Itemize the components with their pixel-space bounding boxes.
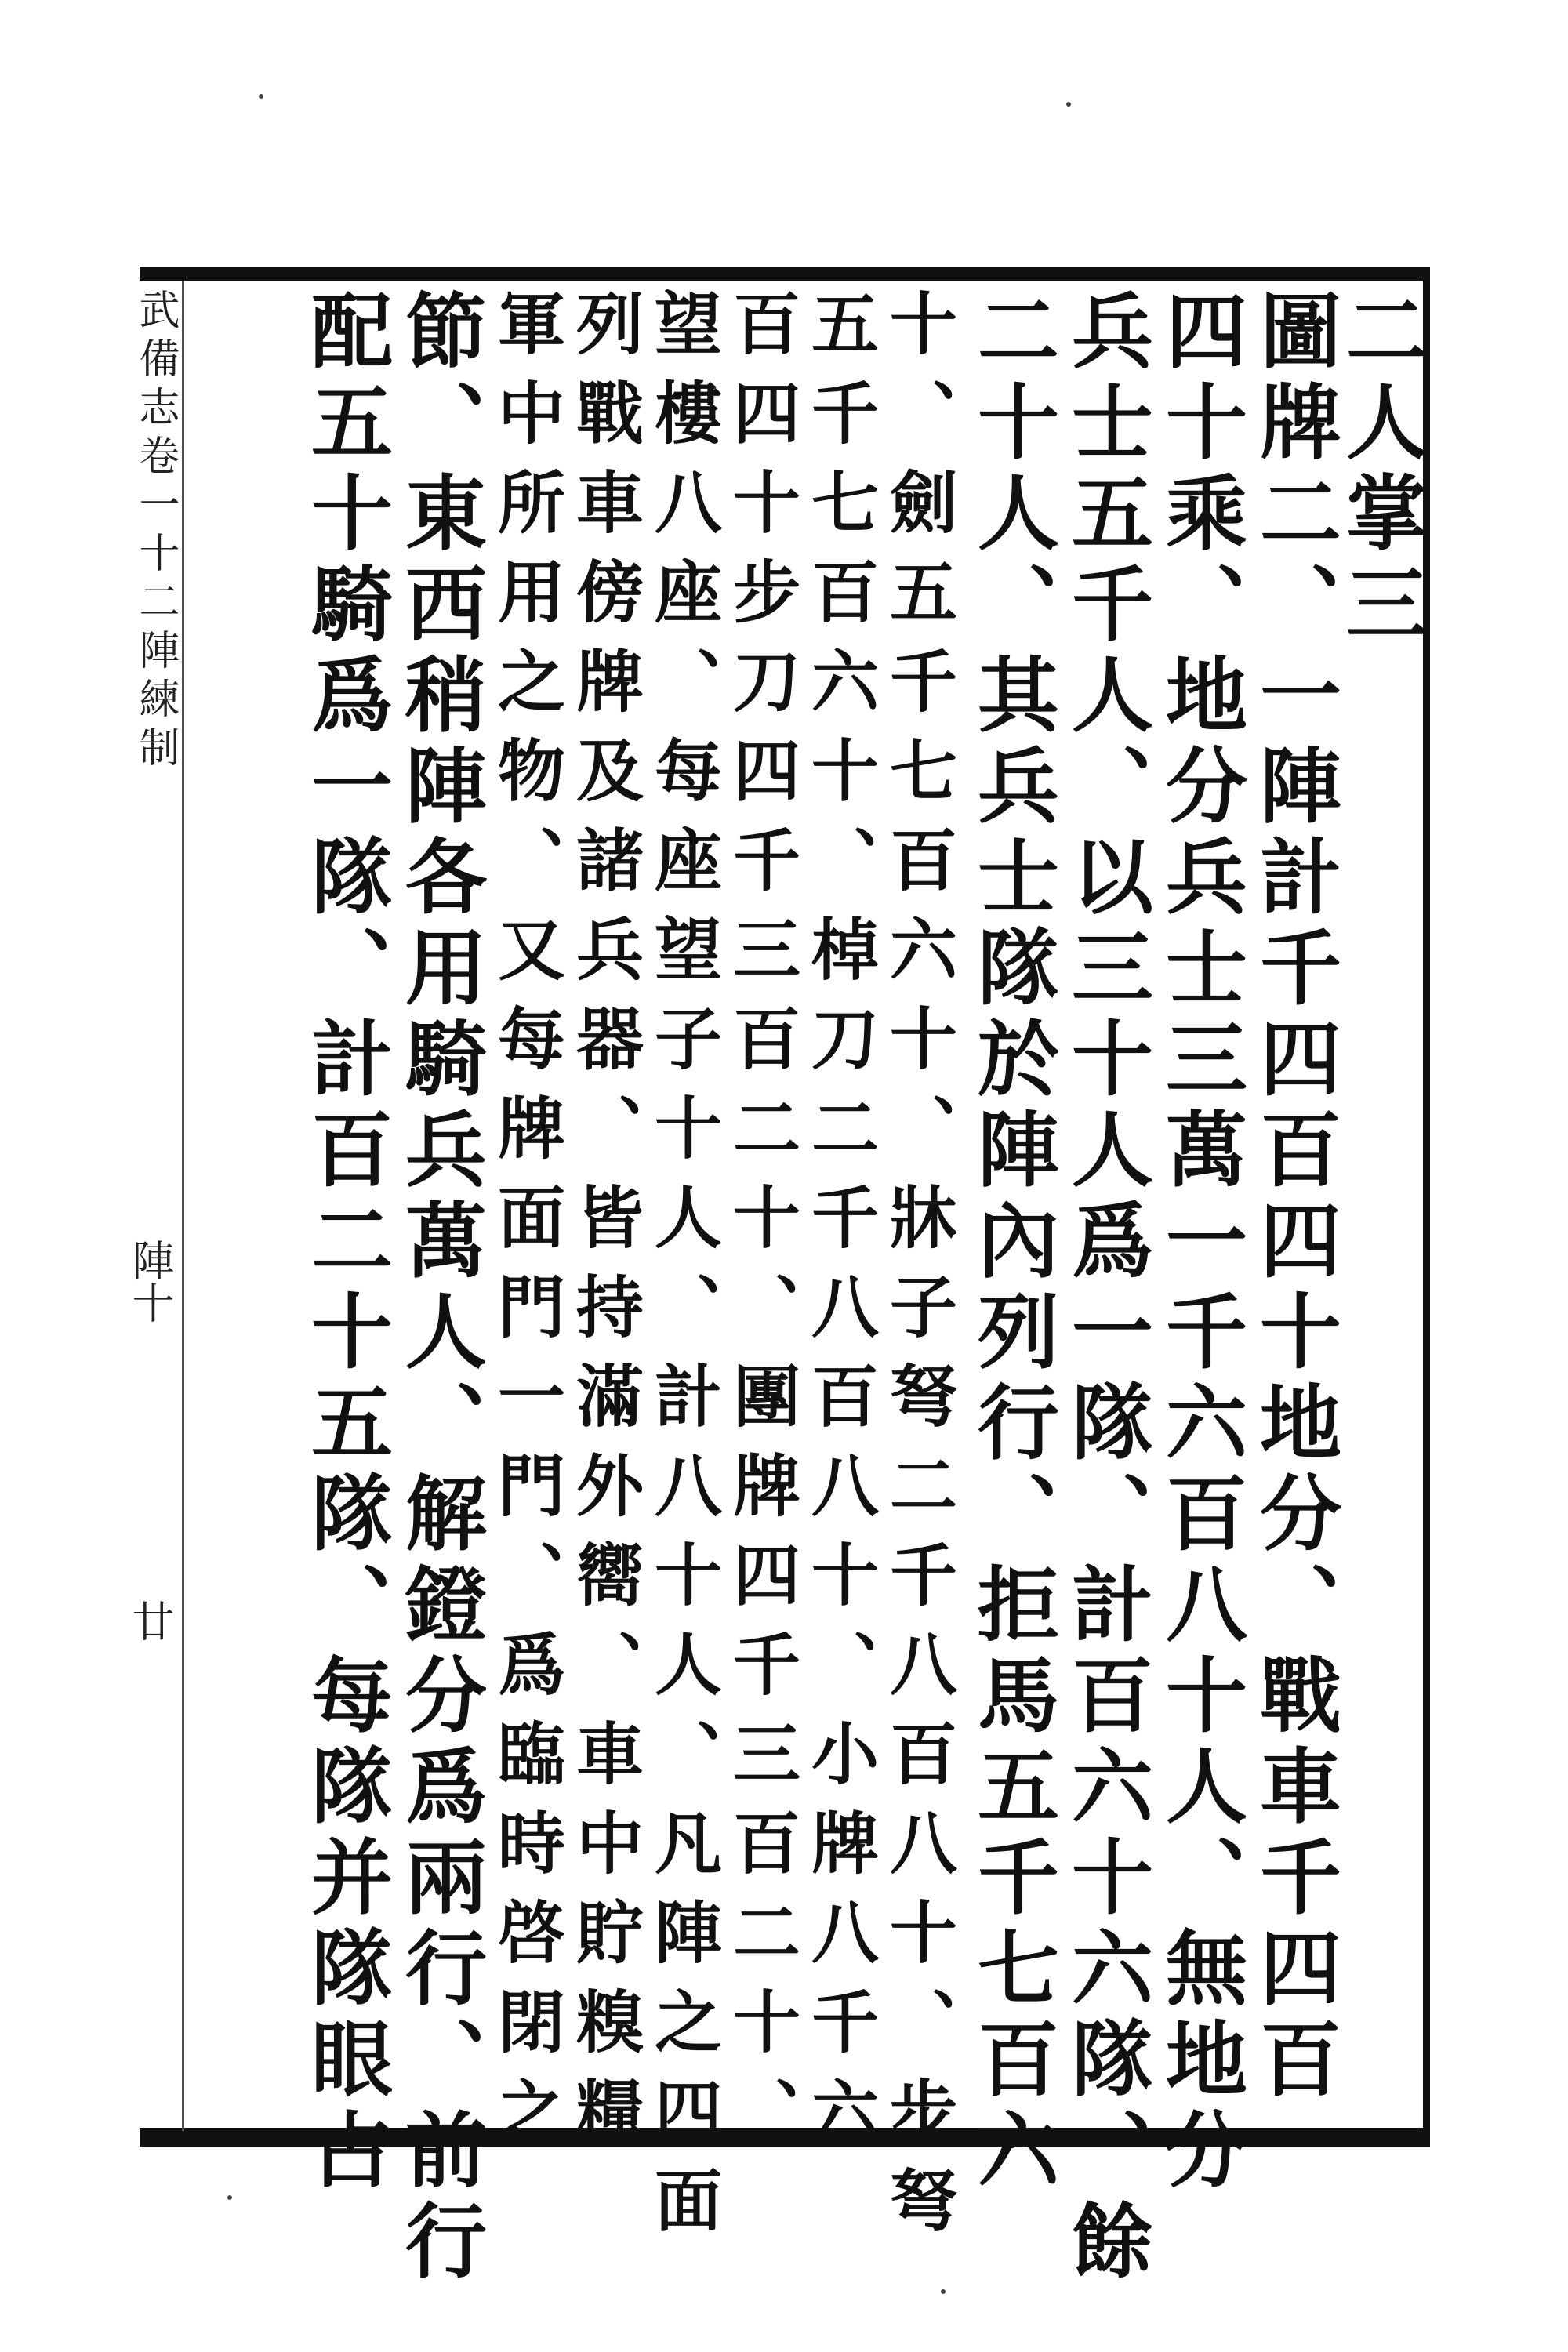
text-column-12: 節、東西稍陣各用騎兵萬人、解鐙分爲兩行、前行 xyxy=(391,289,488,2289)
text-column-8: 百四十步刀四千三百二十、團牌四千三百二十、 xyxy=(721,289,800,2165)
text-column-11: 軍中所用之物、又每牌面門一門、爲臨時啓閉之 xyxy=(486,289,565,2165)
paper-speck xyxy=(259,94,263,99)
text-column-2: 圖牌二、一陣計千四百四十地分、戰車千四百 xyxy=(1246,289,1342,2107)
text-column-13: 配五十騎爲一隊、計百二十五隊、每隊并隊眼占 xyxy=(297,289,394,2198)
margin-section: 陣十 xyxy=(125,1239,175,1323)
text-column-5: 二十人、其兵士隊於陣內列行、拒馬五千七百六 xyxy=(964,289,1060,2198)
frame-inner-rule xyxy=(182,281,184,2131)
text-column-9: 望樓八座、每座望子十人、計八十人、凡陣之四面 xyxy=(643,289,722,2255)
text-column-7: 五千七百六十、棹刀二千八百八十、小牌八千六 xyxy=(800,289,879,2165)
paper-speck xyxy=(1066,102,1071,107)
text-column-4: 兵士五千人、以三十人爲一隊、計百六十六隊、餘 xyxy=(1058,289,1154,2289)
margin-folio-number: 廿 xyxy=(125,1599,175,1642)
text-column-3: 四十乘、地分兵士三萬一千六百八十人、無地分 xyxy=(1152,289,1248,2198)
paper-speck xyxy=(227,2195,232,2200)
text-column-1: 二人掌三 xyxy=(1332,289,1428,652)
paper-speck xyxy=(941,2289,946,2294)
margin-title: 武備志卷一十二陣練制 xyxy=(132,289,179,775)
text-column-10: 列戰車傍牌及諸兵器、皆持滿外嚮、車中貯糗糧 xyxy=(564,289,644,2165)
text-column-6: 十、劍五千七百六十、牀子弩二千八百八十、步弩 xyxy=(878,289,957,2255)
